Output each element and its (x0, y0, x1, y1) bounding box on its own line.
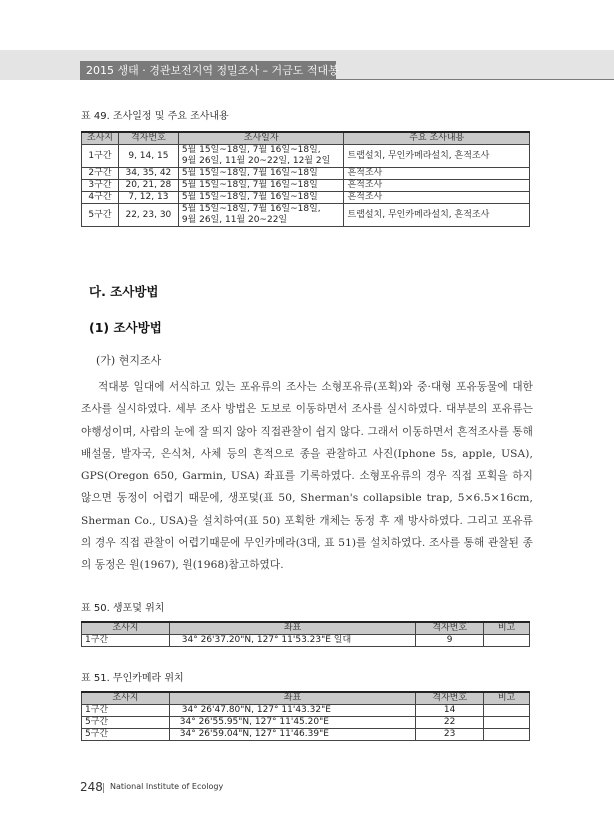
table51-coord: 34° 26'59.04"N, 127° 11'46.39"E (169, 729, 415, 741)
subsection-heading: (1) 조사방법 (89, 320, 162, 335)
table-row (82, 145, 530, 168)
table51-caption: 표 51. 무인카메라 위치 (81, 673, 184, 684)
sub-subsection-heading: (가) 현지조사 (96, 354, 162, 367)
table51-grid: 22 (416, 717, 484, 729)
table-row (82, 204, 530, 227)
table51 (81, 691, 530, 741)
table51-grid: 14 (416, 705, 484, 717)
table50-note (484, 635, 530, 647)
table50-coord: 34° 26'37.20"N, 127° 11'53.23"E 일대 (169, 635, 415, 647)
table49-site: 4구간 (82, 192, 119, 204)
table51-header-note: 비고 (484, 692, 530, 705)
table50-header-note: 비고 (484, 622, 530, 635)
table49-grid: 9, 14, 15 (118, 145, 178, 168)
table50-caption: 표 50. 생포덫 위치 (81, 603, 165, 614)
table49-date (178, 204, 344, 227)
table51-note (484, 729, 530, 741)
table49-content: 흔적조사 (344, 180, 530, 192)
table51-header-grid: 격자번호 (416, 692, 484, 705)
table49-header-grid: 격자번호 (118, 132, 178, 145)
table49-caption: 표 49. 조사일정 및 주요 조사내용 (81, 111, 229, 122)
table49-grid: 7, 12, 13 (118, 192, 178, 204)
table49-content: 트랩설치, 무인카메라설치, 흔적조사 (344, 145, 530, 168)
table49-header-row (82, 132, 530, 145)
table49-header-site: 조사지 (82, 132, 119, 145)
table-row (82, 192, 530, 204)
table51-site: 5구간 (82, 729, 170, 741)
table50-header-coord: 좌표 (169, 622, 415, 635)
table50-grid: 9 (416, 635, 484, 647)
table49-content: 흔적조사 (344, 192, 530, 204)
table50-header-grid: 격자번호 (416, 622, 484, 635)
header-rule (80, 79, 614, 80)
table51-site: 5구간 (82, 717, 170, 729)
table-row (82, 729, 530, 741)
table51-note (484, 717, 530, 729)
table51-coord: 34° 26'55.95"N, 127° 11'45.20"E (169, 717, 415, 729)
table49-content: 흔적조사 (344, 168, 530, 180)
table49-date: 5월 15일~18일, 7월 16일~18일 (178, 180, 344, 192)
table49 (81, 131, 530, 227)
page-number: 248 (80, 780, 103, 794)
table51-header-site: 조사지 (82, 692, 170, 705)
table49-date (178, 145, 344, 168)
table51-grid: 23 (416, 729, 484, 741)
table51-coord: 34° 26'47.80"N, 127° 11'43.32"E (169, 705, 415, 717)
table50-header-site: 조사지 (82, 622, 170, 635)
footer-divider (103, 783, 104, 793)
table49-date-line2: 9월 26일, 11월 20~22일, 12월 2일 (181, 156, 331, 166)
table51-header-row (82, 692, 530, 705)
table49-site: 3구간 (82, 180, 119, 192)
table49-grid: 20, 21, 28 (118, 180, 178, 192)
table50-site: 1구간 (82, 635, 170, 647)
table49-date-line1: 5월 15일~18일, 7월 16일~18일, (181, 145, 321, 155)
table50 (81, 621, 530, 647)
table-row (82, 635, 530, 647)
body-paragraph: 적대봉 일대에 서식하고 있는 포유류의 조사는 소형포유류(포획)와 중·대형 포유동물에 대한 조사를 실시하였다. 세부 조사 방법은 도보로 이동하면서 조사를 실시하였다. 대부분의 포유류는 야행성이며, 사람의 눈에 잘 띄지 않아 직접관찰이 쉽지 않다. 그래서 이동하면서 흔적조사를 통해 배설물, 발자국, 은식처, 사체 등의 흔적으로 종을 관찰하고 사진(Iphone 5s, apple, USA), GPS(Oregon 650, Garmin, USA) 좌표를 기록하였다. 소형포유류의 경우 직접 포획을 하지 않으면 동정이 어렵기 때문에, 생포덫(표 50, Sherman's collapsible trap, 5×6.5×16cm, Sherman Co., USA)을 설치하여(표 50) 포획한 개체는 동정 후 재 방사하였다. 그리고 포유류의 경우 직접 관찰이 어렵기때문에 무인카메라(3대, 표 51)를 설치하였다. 조사를 통해 관찰된 종의 동정은 원(1967), 원(1968)참고하였다. (81, 381, 533, 572)
table50-header-row (82, 622, 530, 635)
header-title: 2015 생태 · 경관보전지역 정밀조사 – 거금도 적대봉 (86, 64, 339, 77)
table49-site: 1구간 (82, 145, 119, 168)
table51-site: 1구간 (82, 705, 170, 717)
table-row (82, 168, 530, 180)
table49-site: 2구간 (82, 168, 119, 180)
table51-note (484, 705, 530, 717)
table49-date: 5월 15일~18일, 7월 16일~18일 (178, 192, 344, 204)
table-row (82, 705, 530, 717)
table-row (82, 180, 530, 192)
footer-institute: National Institute of Ecology (110, 782, 224, 791)
table49-header-content: 주요 조사내용 (344, 132, 530, 145)
section-heading: 다. 조사방법 (89, 284, 159, 299)
table49-grid: 34, 35, 42 (118, 168, 178, 180)
table-row (82, 717, 530, 729)
table49-grid: 22, 23, 30 (118, 204, 178, 227)
table49-date-line2: 9월 26일, 11월 20~22일 (181, 215, 288, 225)
table49-header-date: 조사일자 (178, 132, 344, 145)
table49-site: 5구간 (82, 204, 119, 227)
table49-date: 5월 15일~18일, 7월 16일~18일 (178, 168, 344, 180)
table51-header-coord: 좌표 (169, 692, 415, 705)
table49-date-line1: 5월 15일~18일, 7월 16일~18일, (181, 204, 321, 214)
table49-content: 트랩설치, 무인카메라설치, 흔적조사 (344, 204, 530, 227)
